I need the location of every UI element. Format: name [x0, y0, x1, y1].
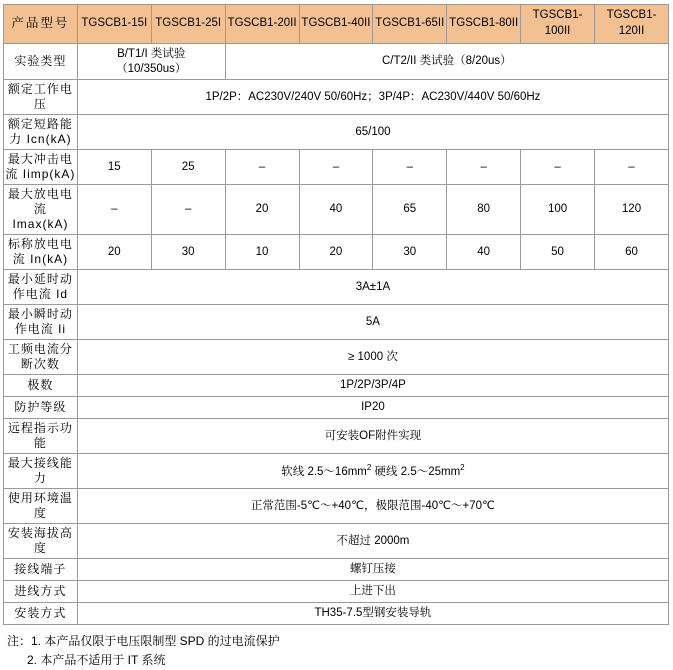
- row-value-full: 软线 $2.5\sim 16mm^2$ 硬线 $2.5\sim 25mm^2$: [77, 454, 668, 489]
- row-value-cell: 25: [151, 150, 225, 185]
- row-value-cell: –: [521, 150, 595, 185]
- row-label: 额定工作电压: [4, 80, 78, 115]
- header-row-label: 产品型号: [4, 5, 78, 44]
- row-label: 防护等级: [4, 397, 78, 419]
- table-row: [4, 150, 669, 185]
- header-row: [4, 5, 669, 44]
- row-value-cell: –: [225, 150, 299, 185]
- table-row: [4, 235, 669, 270]
- table-row: [4, 270, 669, 305]
- row-label: 极数: [4, 375, 78, 397]
- table-row: [4, 397, 669, 419]
- row-value-left: [77, 44, 225, 80]
- row-value-cell: 10: [225, 235, 299, 270]
- row-label: 最大冲击电流 Iimp(kA): [4, 150, 78, 185]
- row-value-full: 5A: [77, 305, 668, 340]
- table-row: [4, 185, 669, 235]
- row-value-cell: –: [77, 185, 151, 235]
- table-row: [4, 44, 669, 80]
- table-row: [4, 375, 669, 397]
- row-value-full: IP20: [77, 397, 668, 419]
- row-label: 最小延时动作电流 Id: [4, 270, 78, 305]
- row-label: 使用环境温度: [4, 489, 78, 524]
- table-row: [4, 340, 669, 375]
- row-value-right: C/T2/II 类试验（8/20us）: [225, 44, 668, 80]
- model-label: TGSCB1-80II: [449, 17, 519, 30]
- row-label: 最大接线能力: [4, 454, 78, 489]
- table-header: [4, 5, 669, 44]
- row-value-full: 1P/2P/3P/4P: [77, 375, 668, 397]
- header-model-5: [373, 5, 447, 44]
- note-line-2: 2. 本产品不适用于 IT 系统: [27, 653, 166, 668]
- table-row: [4, 80, 669, 115]
- row-label: 工频电流分断次数: [4, 340, 78, 375]
- row-label: 最大放电电流 Imax(kA): [4, 185, 78, 235]
- row-value-cell: 100: [521, 185, 595, 235]
- row-value-cell: 40: [447, 235, 521, 270]
- row-value-full: 螺钉压接: [77, 559, 668, 581]
- row-value-full: 1P/2P：AC230V/240V 50/60Hz；3P/4P：AC230V/440V 50/60Hz: [77, 80, 668, 115]
- row-label: 最小瞬时动作电流 Ii: [4, 305, 78, 340]
- row-value-cell: –: [299, 150, 373, 185]
- row-value-cell: 120: [595, 185, 669, 235]
- row-value-cell: 20: [225, 185, 299, 235]
- table-row: [4, 559, 669, 581]
- row-value-full: TH35-7.5型钢安装导轨: [77, 603, 668, 625]
- row-value-cell: –: [447, 150, 521, 185]
- row-label: 进线方式: [4, 581, 78, 603]
- row-value-cell: 20: [77, 235, 151, 270]
- table-row: [4, 419, 669, 454]
- model-label: TGSCB1-40II: [301, 17, 371, 30]
- table-row: [4, 489, 669, 524]
- model-label: TGSCB1-65II: [375, 17, 445, 30]
- row-label: 远程指示功能: [4, 419, 78, 454]
- row-label: 安装海拔高度: [4, 524, 78, 559]
- table-row: [4, 581, 669, 603]
- notes-block: [3, 632, 670, 670]
- row-value-left-line1: B/T1/I 类试验: [117, 48, 186, 61]
- product-spec-table: [3, 4, 669, 625]
- row-label: 安装方式: [4, 603, 78, 625]
- header-model-3: [225, 5, 299, 44]
- header-model-7: [521, 5, 595, 44]
- model-label: TGSCB1-120II: [606, 9, 657, 37]
- model-label: TGSCB1-25I: [155, 17, 222, 30]
- header-model-4: [299, 5, 373, 44]
- row-label: 实验类型: [4, 44, 78, 80]
- row-value-cell: –: [595, 150, 669, 185]
- model-label: TGSCB1-100II: [532, 9, 583, 37]
- row-value-full: 3A±1A: [77, 270, 668, 305]
- table-row: [4, 524, 669, 559]
- row-value-cell: 50: [521, 235, 595, 270]
- header-model-6: [447, 5, 521, 44]
- row-label: 标称放电电流 In(kA): [4, 235, 78, 270]
- row-value-cell: 80: [447, 185, 521, 235]
- row-value-full: 上进下出: [77, 581, 668, 603]
- row-value-full: 正常范围-5℃～+40℃，极限范围-40℃～+70℃: [77, 489, 668, 524]
- row-value-cell: –: [151, 185, 225, 235]
- row-value-full: 65/100: [77, 115, 668, 150]
- row-value-cell: 30: [151, 235, 225, 270]
- row-value-cell: 60: [595, 235, 669, 270]
- table-row: [4, 603, 669, 625]
- table-row: [4, 454, 669, 489]
- row-value-full: ≥ 1000 次: [77, 340, 668, 375]
- row-value-full: 可安装OF附件实现: [77, 419, 668, 454]
- header-model-8: [595, 5, 669, 44]
- row-value-cell: –: [373, 150, 447, 185]
- row-value-cell: 20: [299, 235, 373, 270]
- row-label: 额定短路能力 Icn(kA): [4, 115, 78, 150]
- table-row: [4, 305, 669, 340]
- header-model-2: [151, 5, 225, 44]
- model-label: TGSCB1-15I: [81, 17, 148, 30]
- table-body: [4, 44, 669, 625]
- model-label: TGSCB1-20II: [227, 17, 297, 30]
- row-label: 接线端子: [4, 559, 78, 581]
- row-value-cell: 30: [373, 235, 447, 270]
- row-value-cell: 15: [77, 150, 151, 185]
- header-model-1: [77, 5, 151, 44]
- table-row: [4, 115, 669, 150]
- row-value-cell: 65: [373, 185, 447, 235]
- row-value-left-line2: （10/350us）: [116, 62, 187, 75]
- note-line-1: 注：1. 本产品仅限于电压限制型 SPD 的过电流保护: [7, 634, 280, 648]
- row-value-full: 不超过 2000m: [77, 524, 668, 559]
- row-value-cell: 40: [299, 185, 373, 235]
